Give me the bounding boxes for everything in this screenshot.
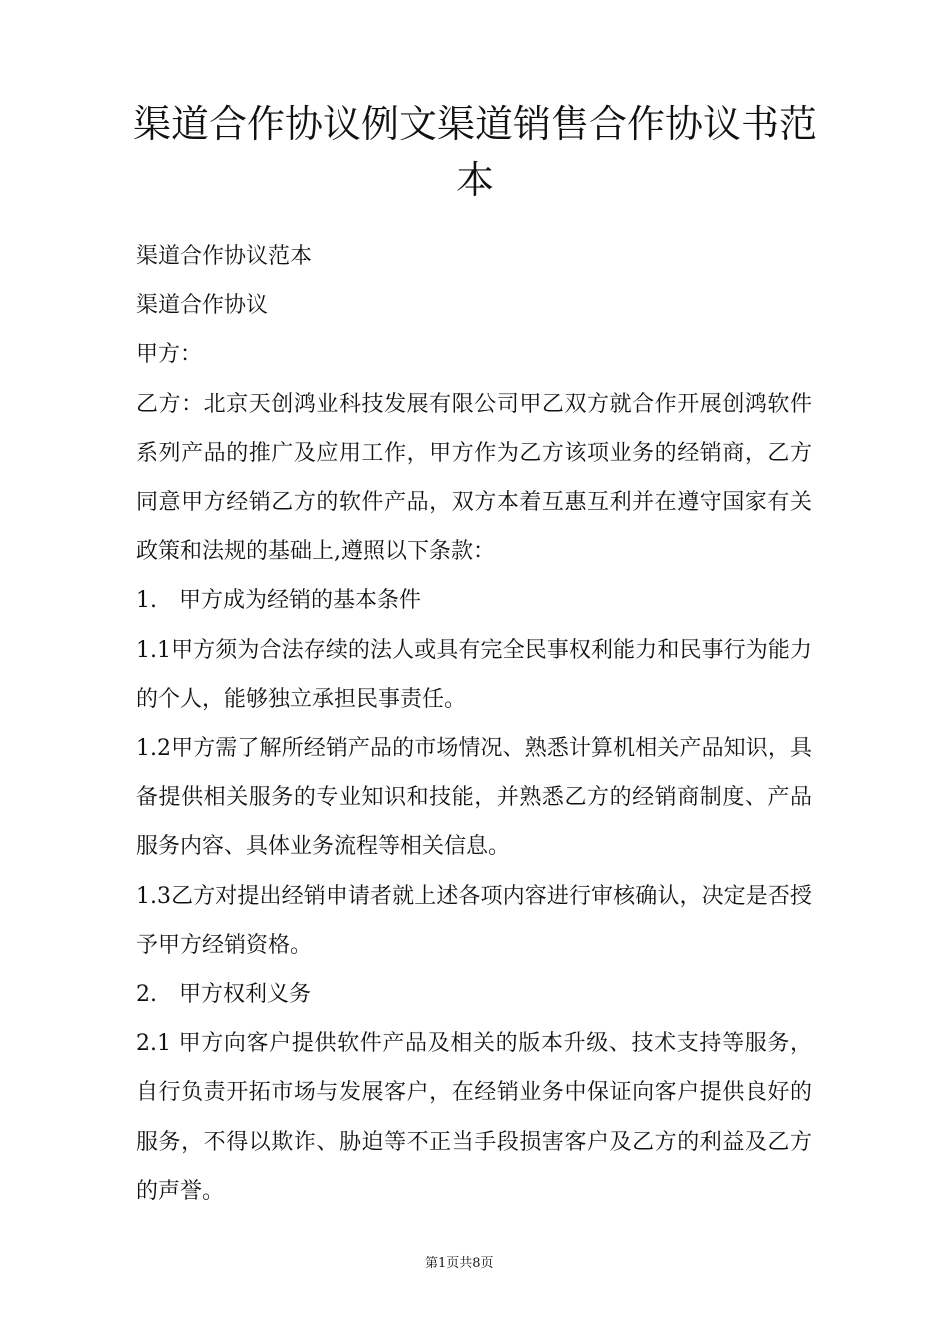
- clause-2-1: 2.1 甲方向客户提供软件产品及相关的版本升级、技术支持等服务，自行负责开拓市场与发展客户，在经销业务中保证向客户提供良好的服务，不得以欺诈、胁迫等不正当手段损害客户及乙方的利益及乙方的声誉。: [136, 1031, 812, 1204]
- clause-1-1: 1.1甲方须为合法存续的法人或具有完全民事权利能力和民事行为能力的个人，能够独立承担民事责任。: [136, 637, 812, 712]
- paragraph-agreement-name: 渠道合作协议: [136, 293, 269, 319]
- paragraph-subtitle: 渠道合作协议范本: [136, 244, 313, 269]
- section-heading-2: 2. 甲方权利义务: [136, 982, 311, 1008]
- clause-1-3: 1.3乙方对提出经销申请者就上述各项内容进行审核确认，决定是否授予甲方经销资格。: [136, 883, 812, 958]
- page-number-footer: 第1页共8页: [425, 1256, 494, 1271]
- paragraph-party-b: 乙方：北京天创鸿业科技发展有限公司甲乙双方就合作开展创鸿软件系列产品的推广及应用工作，甲方作为乙方该项业务的经销商，乙方同意甲方经销乙方的软件产品，双方本着互惠互利并在遵守国家有关政策和法规的基础上,遵照以下条款：: [136, 391, 812, 565]
- document-title: 渠道合作协议例文渠道销售合作协议书范本: [132, 102, 817, 202]
- clause-1-2: 1.2甲方需了解所经销产品的市场情况、熟悉计算机相关产品知识，具备提供相关服务的专业知识和技能，并熟悉乙方的经销商制度、产品服务内容、具体业务流程等相关信息。: [136, 736, 812, 860]
- document-body: [136, 232, 812, 1216]
- section-heading-1: 1. 甲方成为经销的基本条件: [136, 588, 421, 614]
- paragraph-party-a: 甲方：: [136, 342, 203, 368]
